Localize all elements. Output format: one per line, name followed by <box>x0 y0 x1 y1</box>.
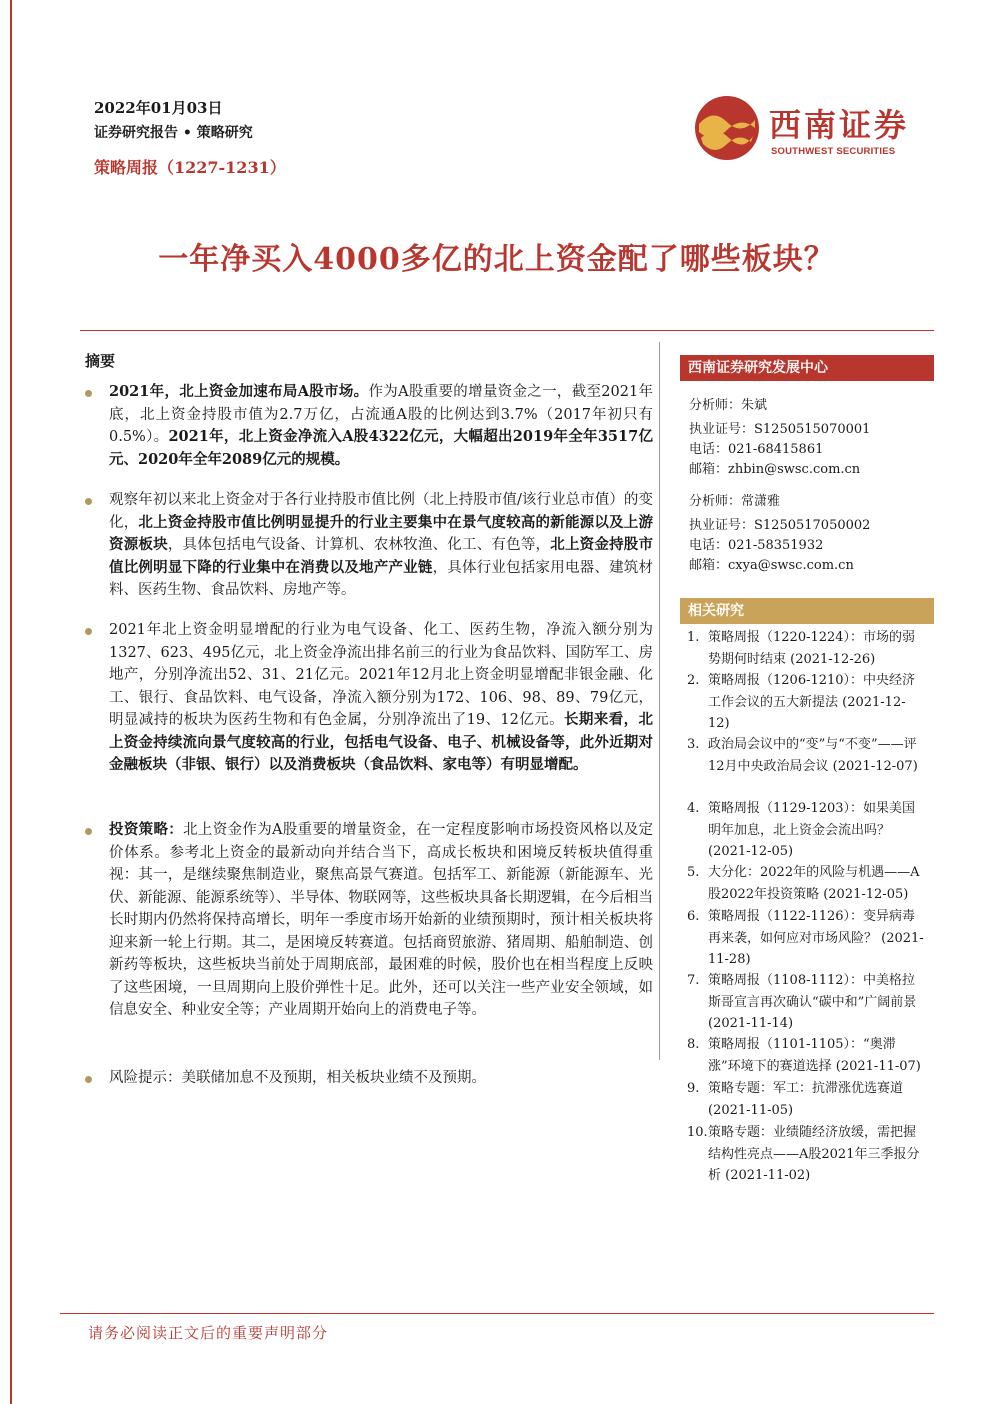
logo-chinese-name: 西南证券 <box>769 106 910 144</box>
company-logo <box>693 94 923 164</box>
research-center-band: 西南证券研究发展中心 <box>680 355 934 381</box>
related-item[interactable]: 1. 策略周报（1220-1224）：市场的弱势期何时结束 (2021-12-26) <box>687 630 916 667</box>
analyst-2-cert: 执业证号：S1250517050002 <box>689 518 871 533</box>
summary-paragraph-4: 投资策略：北上资金作为A股重要的增量资金，在一定程度影响市场投资风格以及定价体系。参考北上资金的最新动向并结合当下，高成长板块和困境反转板块值得重视：其一，是继续聚焦制造业，聚焦高景气赛道。包括军工、新能源（新能源车、光伏、新能源、能源系统等）、半导体、物联网等，这些板块具备长期逻辑，在今后相当长时期内仍然将保持高增长，明年一季度市场开始新的业绩预期时，预计相关板块将迎来新一轮上行期。其二，是困境反转赛道。包括商贸旅游、猪周期、船舶制造、创新药等板块，这些板块当前处于周期底部，最困难的时候，股价也在相当程度上反映了这些困境，一旦周期向上股价弹性十足。此外，还可以关注一些产业安全领域，如信息安全、种业安全等；产业周期开始向上的消费电子等。 <box>85 819 653 1022</box>
footer-divider <box>60 1313 934 1314</box>
bullet-icon <box>85 498 92 505</box>
related-item[interactable]: 2. 策略周报（1206-1210）：中央经济工作会议的五大新提法 (2021-12-12) <box>687 673 916 731</box>
bullet-icon <box>85 828 92 835</box>
report-title: 一年净买入4000多亿的北上资金配了哪些板块？ <box>158 242 835 277</box>
analyst-1-email[interactable]: 邮箱：zhbin@swsc.com.cn <box>689 462 861 477</box>
summary-paragraph-2: 观察年初以来北上资金对于各行业持股市值比例（北上持股市值/该行业总市值）的变化，北上资金持股市值比例明显提升的行业主要集中在景气度较高的新能源以及上游资源板块，具体包括电气设备、计算机、农林牧渔、化工、有色等，北上资金持股市值比例明显下降的行业集中在消费以及地产产业链，具体行业包括家用电器、建筑材料、医药生物、食品饮料、房地产等。 <box>85 489 653 602</box>
weekly-label: 策略周报（1227-1231） <box>94 158 286 177</box>
summary-paragraph-5: 风险提示：美联储加息不及预期，相关板块业绩不及预期。 <box>85 1067 653 1090</box>
bullet-icon <box>85 390 92 397</box>
left-edge-rule <box>10 0 12 1404</box>
analyst-1-phone: 电话：021-68415861 <box>689 442 824 457</box>
analyst-2-email[interactable]: 邮箱：cxya@swsc.com.cn <box>689 558 854 573</box>
analyst-2-phone: 电话：021-58351932 <box>689 538 824 553</box>
analyst-1-name: 分析师：朱斌 <box>689 398 768 413</box>
bullet-icon <box>85 1076 92 1083</box>
related-item[interactable]: 9. 策略专题：军工：抗滞涨优选赛道 (2021-11-05) <box>687 1081 904 1118</box>
related-research-band: 相关研究 <box>680 598 934 624</box>
column-divider <box>659 342 660 1060</box>
summary-paragraph-3: 2021年北上资金明显增配的行业为电气设备、化工、医药生物，净流入额分别为1327、623、495亿元，北上资金净流出排名前三的行业为食品饮料、国防军工、房地产，分别净流出52、31、21亿元。2021年12月北上资金明显增配非银金融、化工、银行、食品饮料、电气设备，净流入额分别为172、106、98、89、79亿元，明显减持的板块为医药生物和有色金属，分别净流出了19、12亿元。长期来看，北上资金持续流向景气度较高的行业，包括电气设备、电子、机械设备等，此外近期对金融板块（非银、银行）以及消费板块（食品饮料、家电等）有明显增配。 <box>85 619 653 777</box>
related-item[interactable]: 4. 策略周报（1129-1203）：如果美国明年加息，北上资金会流出吗？ (2021-12-05) <box>687 801 916 859</box>
related-item[interactable]: 8. 策略周报（1101-1105）：“奥滞涨”环境下的赛道选择 (2021-11-07) <box>687 1037 921 1074</box>
logo-english-name: SOUTHWEST SECURITIES <box>771 146 896 157</box>
related-item[interactable]: 6. 策略周报（1122-1126）：变异病毒再来袭，如何应对市场风险？ (2021-11-28) <box>687 909 924 967</box>
summary-paragraph-1: 2021年，北上资金加速布局A股市场。作为A股重要的增量资金之一，截至2021年底，北上资金持股市值为2.7万亿，占流通A股的比例达到3.7%（2017年初只有0.5%）。2021年，北上资金净流入A股4322亿元，大幅超出2019年全年3517亿元、2020年全年2089亿元的规模。 <box>85 381 653 471</box>
related-item[interactable]: 10. 策略专题：业绩随经济放缓，需把握结构性亮点——A股2021年三季报分析 (2021-11-02) <box>687 1125 920 1183</box>
related-item[interactable]: 3. 政治局会议中的“变”与“不变”——评12月中央政治局会议 (2021-12-07) <box>687 737 918 774</box>
bullet-icon <box>85 628 92 635</box>
related-item[interactable]: 7. 策略周报（1108-1112）：中美格拉斯哥宣言再次确认“碳中和”广阔前景 (2021-11-14) <box>687 973 917 1031</box>
report-type: 证券研究报告 • 策略研究 <box>94 125 253 141</box>
report-date: 2022年01月03日 <box>94 99 223 117</box>
analyst-2-name: 分析师：常潇雅 <box>689 494 781 509</box>
analyst-1-cert: 执业证号：S1250515070001 <box>689 422 871 437</box>
footer-disclaimer: 请务必阅读正文后的重要声明部分 <box>88 1324 329 1342</box>
related-item[interactable]: 5. 大分化：2022年的风险与机遇——A股2022年投资策略 (2021-12-05) <box>687 865 920 902</box>
logo-emblem-icon <box>693 94 761 162</box>
summary-heading: 摘要 <box>85 352 116 370</box>
title-divider <box>80 330 934 331</box>
